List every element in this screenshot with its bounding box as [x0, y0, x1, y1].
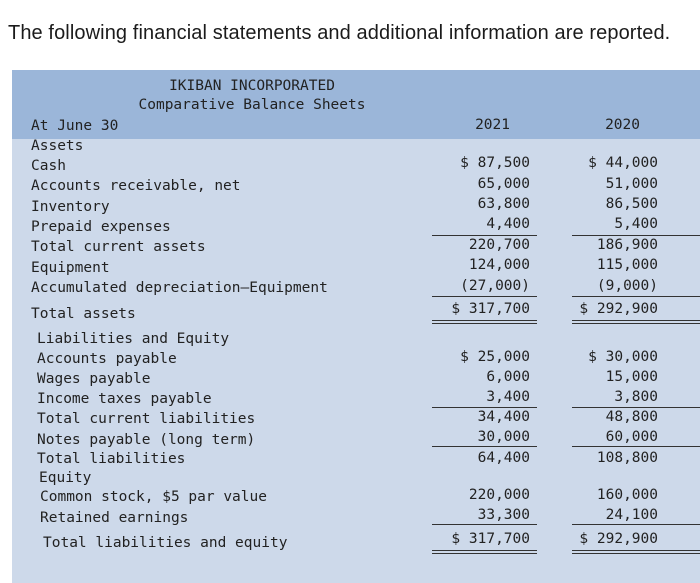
col-2020-header: 2020 — [605, 117, 640, 133]
section-assets: Assets — [31, 138, 84, 154]
value-2020: $ 44,000 — [588, 155, 658, 171]
value-2021: $ 25,000 — [460, 349, 530, 365]
row-label: Total assets — [31, 306, 136, 322]
row-label: Accounts receivable, net — [31, 178, 241, 194]
value-2020: 48,800 — [605, 409, 658, 425]
value-2021: $ 317,700 — [451, 301, 530, 317]
value-2021: $ 317,700 — [451, 531, 530, 547]
value-2020: $ 292,900 — [579, 531, 658, 547]
value-2020: $ 30,000 — [588, 349, 658, 365]
value-2020: 15,000 — [605, 369, 658, 385]
subtotal-rule — [572, 524, 700, 525]
value-2020: 160,000 — [596, 487, 658, 503]
total-rule — [432, 553, 537, 554]
row-label: Accounts payable — [37, 351, 177, 367]
subtotal-rule — [432, 235, 537, 236]
total-rule — [572, 550, 700, 551]
subtotal-rule — [432, 407, 537, 408]
statement-title: Comparative Balance Sheets — [138, 97, 366, 113]
row-label: Wages payable — [37, 371, 151, 387]
section-equity: Equity — [39, 470, 92, 486]
subtotal-rule — [572, 407, 700, 408]
row-label: Inventory — [31, 199, 110, 215]
value-2020: 51,000 — [605, 176, 658, 192]
total-rule — [572, 320, 700, 321]
row-label: Total current liabilities — [37, 411, 256, 427]
col-2021-header: 2021 — [475, 117, 510, 133]
value-2020: 108,800 — [596, 450, 658, 466]
value-2020: (9,000) — [596, 278, 658, 294]
value-2021: 64,400 — [477, 450, 530, 466]
row-label: Accumulated depreciation—Equipment — [31, 280, 328, 296]
value-2021: $ 87,500 — [460, 155, 530, 171]
value-2020: 86,500 — [605, 196, 658, 212]
value-2020: 5,400 — [614, 216, 658, 232]
value-2020: 60,000 — [605, 429, 658, 445]
subtotal-rule — [572, 235, 700, 236]
value-2021: 34,400 — [477, 409, 530, 425]
row-label: Total liabilities and equity — [43, 535, 288, 551]
row-label: Income taxes payable — [37, 391, 212, 407]
value-2021: 124,000 — [468, 257, 530, 273]
total-rule — [432, 323, 537, 324]
value-2021: 220,000 — [468, 487, 530, 503]
value-2020: 115,000 — [596, 257, 658, 273]
section-liabilities-equity: Liabilities and Equity — [37, 331, 230, 347]
value-2021: 3,400 — [486, 389, 530, 405]
row-label: Equipment — [31, 260, 110, 276]
date-label: At June 30 — [31, 118, 119, 134]
row-label: Total liabilities — [37, 451, 186, 467]
value-2021: 63,800 — [477, 196, 530, 212]
value-2021: 33,300 — [477, 507, 530, 523]
value-2021: (27,000) — [460, 278, 530, 294]
row-label: Total current assets — [31, 239, 206, 255]
row-label: Common stock, $5 par value — [40, 489, 267, 505]
row-label: Prepaid expenses — [31, 219, 171, 235]
value-2021: 30,000 — [477, 429, 530, 445]
row-label: Retained earnings — [40, 510, 189, 526]
value-2021: 4,400 — [486, 216, 530, 232]
subtotal-rule — [572, 296, 700, 297]
subtotal-rule — [432, 446, 537, 447]
subtotal-rule — [432, 296, 537, 297]
row-label: Notes payable (long term) — [37, 432, 256, 448]
subtotal-rule — [432, 524, 537, 525]
total-rule — [572, 323, 700, 324]
row-label: Cash — [31, 158, 66, 174]
value-2021: 6,000 — [486, 369, 530, 385]
total-rule — [432, 550, 537, 551]
value-2020: 3,800 — [614, 389, 658, 405]
value-2020: 24,100 — [605, 507, 658, 523]
subtotal-rule — [572, 446, 700, 447]
value-2020: 186,900 — [596, 237, 658, 253]
total-rule — [432, 320, 537, 321]
value-2021: 220,700 — [468, 237, 530, 253]
total-rule — [572, 553, 700, 554]
value-2021: 65,000 — [477, 176, 530, 192]
balance-sheet — [12, 70, 700, 583]
question-heading: The following financial statements and additional information are reported. — [8, 22, 671, 44]
company-name: IKIBAN INCORPORATED — [169, 78, 335, 94]
value-2020: $ 292,900 — [579, 301, 658, 317]
